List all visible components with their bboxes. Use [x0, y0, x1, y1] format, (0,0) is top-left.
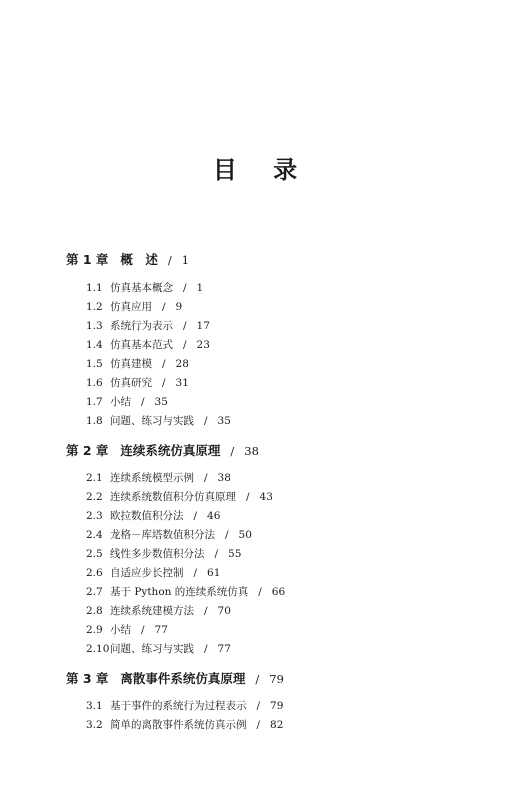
separator: /	[167, 253, 172, 267]
page-number: 1	[181, 253, 190, 267]
toc-section-2-7[interactable]	[86, 584, 285, 599]
section-number: 1.3	[86, 320, 103, 332]
separator: /	[183, 282, 187, 294]
section-title: 基于事件的系统行为过程表示	[110, 700, 247, 712]
section-number: 2.7	[86, 586, 103, 598]
page-number: 77	[217, 643, 231, 655]
section-number: 1.8	[86, 415, 103, 427]
section-number: 1.7	[86, 396, 103, 408]
section-number: 1.1	[86, 282, 103, 294]
toc-section-1-7[interactable]	[86, 394, 168, 409]
page-number: 9	[175, 301, 183, 313]
section-number: 1.4	[86, 339, 103, 351]
section-title: 龙格－库塔数值积分法	[110, 529, 215, 541]
section-title: 连续系统建模方法	[110, 605, 194, 617]
section-title: 仿真应用	[110, 301, 152, 313]
toc-section-1-1[interactable]	[86, 280, 203, 295]
page-number: 23	[196, 339, 210, 351]
page-number: 79	[269, 672, 284, 686]
separator: /	[225, 529, 229, 541]
chapter-title: 离散事件系统仿真原理	[120, 671, 246, 686]
separator: /	[204, 605, 208, 617]
chapter-title: 连续系统仿真原理	[120, 443, 221, 458]
toc-section-2-8[interactable]	[86, 603, 231, 618]
page-number: 77	[154, 624, 168, 636]
section-number: 1.5	[86, 358, 103, 370]
toc-section-3-2[interactable]	[86, 717, 283, 732]
section-number: 3.1	[86, 700, 103, 712]
section-number: 2.4	[86, 529, 103, 541]
separator: /	[162, 377, 166, 389]
section-title: 基于 Python 的连续系统仿真	[110, 586, 249, 598]
section-number: 2.5	[86, 548, 103, 560]
toc-section-2-5[interactable]	[86, 546, 241, 561]
toc-section-1-3[interactable]	[86, 318, 210, 333]
separator: /	[204, 472, 208, 484]
separator: /	[256, 700, 261, 712]
section-title: 小结	[110, 396, 131, 408]
section-number: 2.2	[86, 491, 103, 503]
page-number: 38	[217, 472, 231, 484]
chapter-label: 第 1 章	[66, 252, 109, 267]
separator: /	[141, 396, 145, 408]
page-number: 35	[154, 396, 168, 408]
section-title: 问题、练习与实践	[110, 415, 194, 427]
page-number: 1	[196, 282, 204, 294]
section-title: 仿真基本范式	[110, 339, 173, 351]
page-number: 70	[217, 605, 231, 617]
toc-section-2-1[interactable]	[86, 470, 231, 485]
separator: /	[183, 320, 187, 332]
section-title: 问题、练习与实践	[110, 643, 194, 655]
separator: /	[141, 624, 145, 636]
page-number: 31	[175, 377, 189, 389]
section-number: 2.1	[86, 472, 103, 484]
section-title: 仿真建模	[110, 358, 152, 370]
section-title: 小结	[110, 624, 131, 636]
section-title: 连续系统模型示例	[110, 472, 194, 484]
page-number: 28	[175, 358, 189, 370]
page-number: 55	[228, 548, 242, 560]
page-title: 目 录	[212, 156, 312, 184]
separator: /	[183, 339, 187, 351]
toc-section-1-2[interactable]	[86, 299, 182, 314]
section-title: 简单的离散事件系统仿真示例	[110, 719, 247, 731]
toc-section-2-9[interactable]	[86, 622, 168, 637]
separator: /	[204, 643, 208, 655]
page-number: 35	[217, 415, 231, 427]
toc-section-2-6[interactable]	[86, 565, 220, 580]
page-number: 50	[238, 529, 252, 541]
chapter-label: 第 2 章	[66, 443, 109, 458]
section-number: 1.6	[86, 377, 103, 389]
page-number: 82	[270, 719, 284, 731]
page-number: 17	[196, 320, 210, 332]
toc-chapter-3[interactable]	[66, 669, 284, 687]
separator: /	[230, 444, 235, 458]
page-number: 46	[207, 510, 221, 522]
section-title: 仿真研究	[110, 377, 152, 389]
section-number: 2.9	[86, 624, 103, 636]
page-number: 61	[207, 567, 221, 579]
toc-section-1-8[interactable]	[86, 413, 231, 428]
section-number: 2.10	[86, 643, 110, 655]
separator: /	[246, 491, 250, 503]
section-number: 2.3	[86, 510, 103, 522]
separator: /	[162, 358, 166, 370]
separator: /	[255, 672, 260, 686]
page-number: 43	[259, 491, 273, 503]
section-number: 2.8	[86, 605, 103, 617]
toc-section-1-6[interactable]	[86, 375, 189, 390]
page-number: 79	[270, 700, 284, 712]
section-title: 连续系统数值积分仿真原理	[110, 491, 236, 503]
toc-section-2-3[interactable]	[86, 508, 220, 523]
toc-chapter-1[interactable]	[66, 250, 189, 268]
section-number: 1.2	[86, 301, 103, 313]
section-number: 3.2	[86, 719, 103, 731]
separator: /	[256, 719, 261, 731]
chapter-title: 概 述	[120, 252, 158, 267]
page-number: 66	[271, 586, 286, 598]
separator: /	[204, 415, 208, 427]
toc-section-2-10[interactable]	[86, 641, 231, 656]
toc-section-1-4[interactable]	[86, 337, 210, 352]
toc-section-3-1[interactable]	[86, 698, 283, 713]
section-title: 仿真基本概念	[110, 282, 173, 294]
section-title: 线性多步数值积分法	[110, 548, 205, 560]
toc-chapter-2[interactable]	[66, 441, 259, 459]
page-number: 38	[244, 444, 259, 458]
chapter-label: 第 3 章	[66, 671, 109, 686]
separator: /	[214, 548, 219, 560]
separator: /	[258, 586, 262, 598]
toc-section-2-2[interactable]	[86, 489, 273, 504]
separator: /	[193, 510, 198, 522]
toc-section-2-4[interactable]	[86, 527, 252, 542]
section-title: 系统行为表示	[110, 320, 173, 332]
section-title: 欧拉数值积分法	[110, 510, 184, 522]
section-number: 2.6	[86, 567, 103, 579]
section-title: 自适应步长控制	[110, 567, 184, 579]
separator: /	[193, 567, 198, 579]
separator: /	[162, 301, 166, 313]
toc-section-1-5[interactable]	[86, 356, 189, 371]
